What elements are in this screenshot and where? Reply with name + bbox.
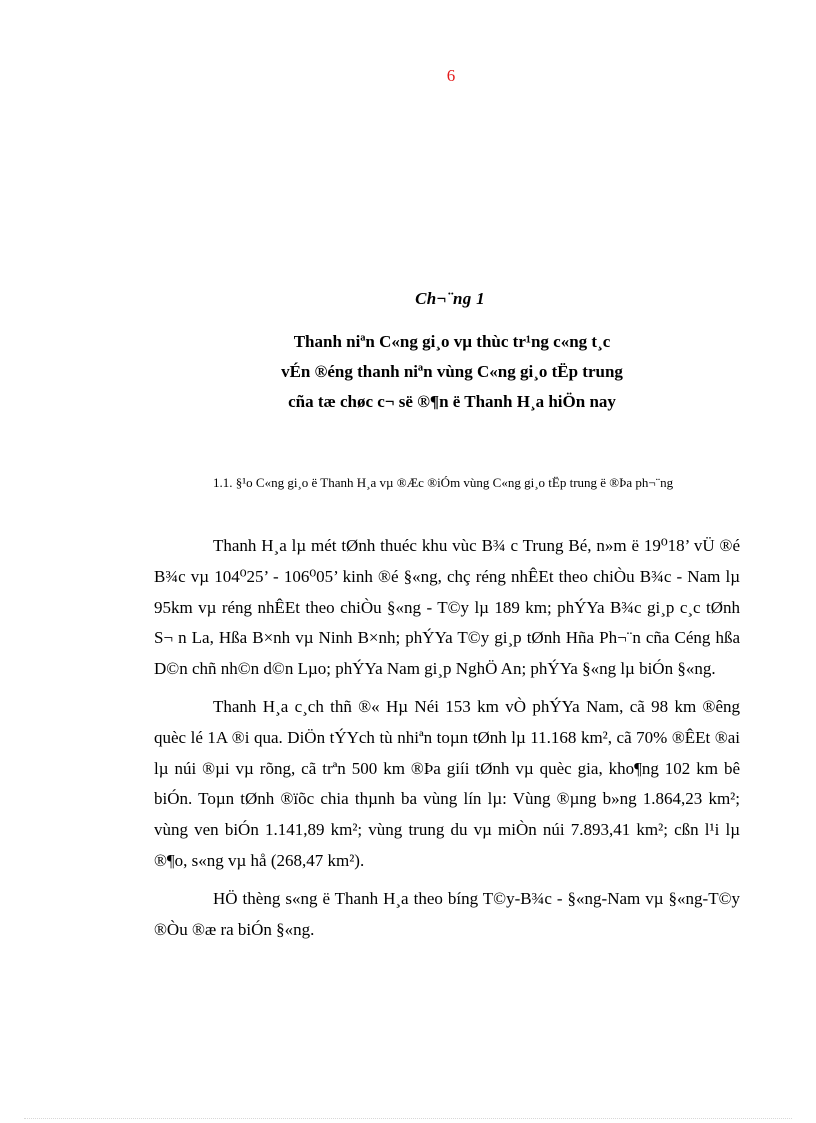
- body-text: [154, 531, 740, 952]
- paragraph: HÖ thèng s«ng ë Thanh H¸a theo bíng T©y-B¾c - §«ng-Nam vµ §«ng-T©y ®Òu ®æ ra biÓn §«ng.: [154, 888, 740, 939]
- page-bottom-divider: [24, 1118, 792, 1119]
- section-heading: 1.1. §¹o C«ng gi¸o ë Thanh H¸a vµ ®Æc ®iÓm vùng C«ng gi¸o tËp trung ë ®Þa ph¬¨ng: [213, 475, 674, 490]
- paragraph: Thanh H¸a c¸ch thñ ®« Hµ Néi 153 km vÒ phÝYa Nam, cã 98 km ®êng quèc lé 1A ®i qua. DiÖn tÝYch tù nhiªn toµn tØnh lµ 11.168 km², cã 70% ®ÊEt ®ai lµ núi ®µi vµ rõng, cã trªn 500 km ®Þa giíi tØnh vµ quèc gia, kho¶ng 102 km bê biÓn. Toµn tØnh ®ïõc chia thµnh ba vùng lín lµ: Vùng ®µng b»ng 1.864,23 km²; vùng ven biÓn 1.141,89 km²; vùng trung du vµ miÒn núi 7.893,41 km²; cßn l¹i lµ ®¶o, s«ng vµ hå (268,47 km²).: [154, 696, 740, 870]
- paragraph: Thanh H¸a lµ mét tØnh thuéc khu vùc B¾ c Trung Bé, n»m ë 19⁰18’ vÜ ®é B¾c vµ 104⁰25’ - 106⁰05’ kinh ®é §«ng, chç réng nhÊEt theo chiÒu B¾c - Nam lµ 95km vµ réng nhÊEt theo chiÒu §«ng - T©y lµ 189 km; phÝYa B¾c gi¸p c¸c tØnh S¬ n La, Hßa B×nh vµ Ninh B×nh; phÝYa T©y gi¸p tØnh Hña Ph¬¨n cña Céng hßa D©n chñ nh©n d©n Lµo; phÝYa Nam gi¸p NghÖ An; phÝYa §«ng lµ biÓn §«ng.: [154, 536, 740, 679]
- chapter-title-line: cña tæ chøc c¬ së ®¶n ë Thanh H¸a hiÖn nay: [288, 392, 616, 411]
- chapter-title-line: vÉn ®éng thanh niªn vùng C«ng gi¸o tËp trung: [281, 362, 623, 381]
- page-number: 6: [446, 66, 456, 85]
- chapter-title: [0, 327, 816, 417]
- chapter-label: Ch¬¨ng 1: [415, 289, 485, 308]
- chapter-title-line: Thanh niªn C«ng gi¸o vµ thùc tr¹ng c«ng t¸c: [293, 332, 611, 351]
